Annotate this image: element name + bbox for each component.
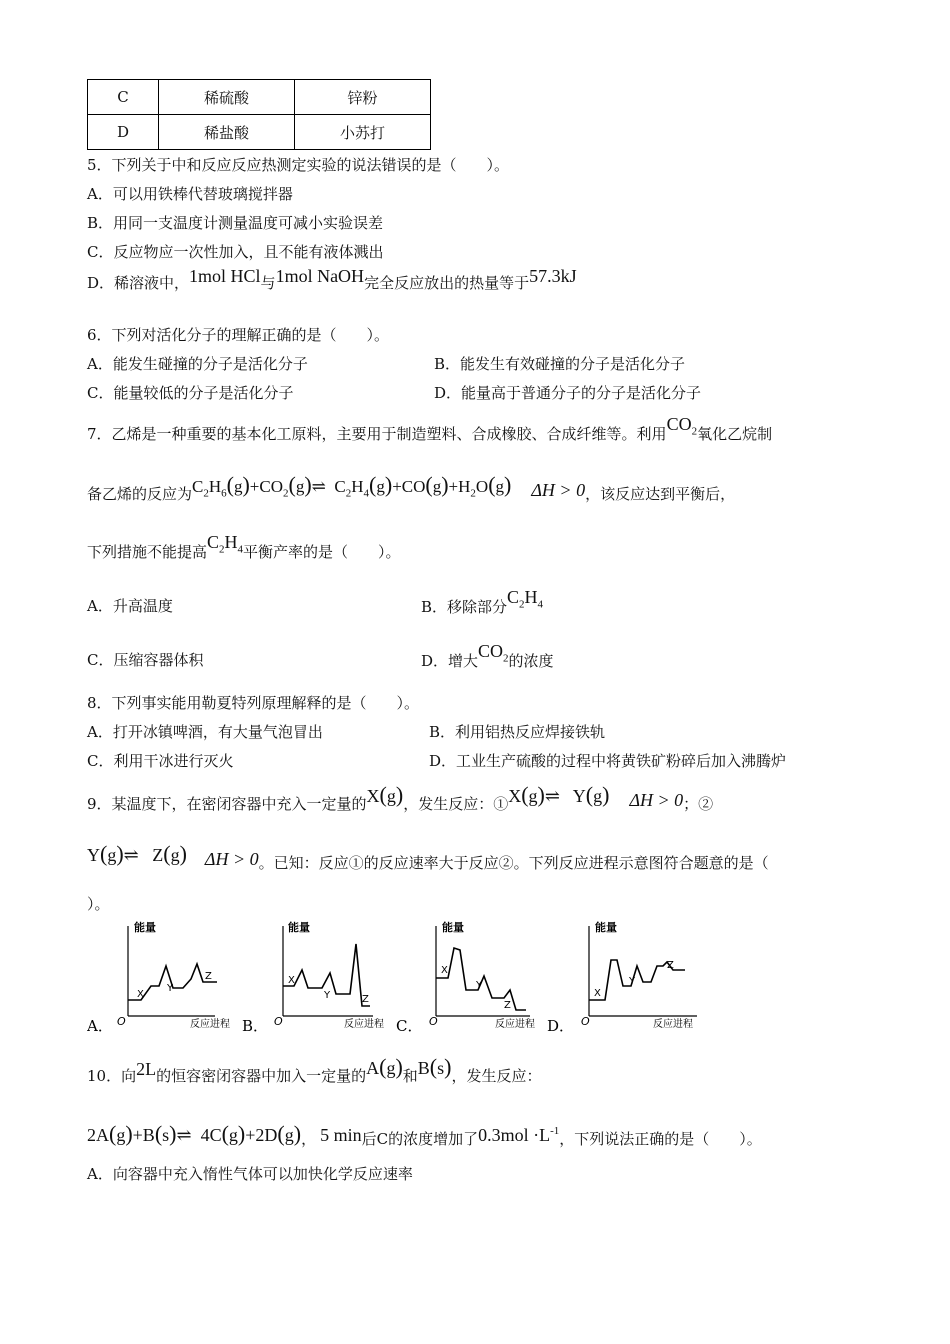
q5-option-c: C．反应物应一次性加入，且不能有液体溅出 bbox=[87, 243, 384, 261]
q10-stem-line2 bbox=[87, 1121, 762, 1149]
option-label: A． bbox=[87, 1017, 113, 1034]
delta-h: ΔH > 0 bbox=[204, 849, 259, 869]
y-axis-label: 能量 bbox=[134, 921, 156, 934]
table-cell: 稀硫酸 bbox=[159, 80, 295, 115]
q6-option-d: D．能量高于普通分子的分子是活化分子 bbox=[434, 384, 702, 402]
q7-option-d bbox=[421, 641, 554, 678]
delta-h: ΔH > 0 bbox=[531, 480, 586, 500]
reagent-table bbox=[87, 79, 431, 150]
table-cell: 稀盐酸 bbox=[159, 115, 295, 150]
q6-stem: 6．下列对活化分子的理解正确的是（ ）。 bbox=[87, 326, 390, 344]
x-axis-label: 反应进程 bbox=[653, 1019, 693, 1030]
q7-text: 备乙烯的反应为 bbox=[87, 485, 193, 503]
y-label: Y bbox=[629, 976, 636, 987]
reaction-equation: 2A(g)+B(s)⇌ 4C(g)+2D(g) bbox=[87, 1121, 302, 1146]
q7-option-b bbox=[421, 587, 544, 624]
time: 5 min bbox=[320, 1125, 362, 1145]
q7-text: ，该反应达到平衡后， bbox=[585, 485, 736, 503]
q9-text: 9．某温度下，在密闭容器中充入一定量的 bbox=[87, 795, 367, 813]
y-label: Y bbox=[476, 980, 483, 991]
q10-text: ， bbox=[301, 1130, 317, 1148]
q6-option-a: A．能发生碰撞的分子是活化分子 bbox=[87, 355, 308, 373]
table-cell: C bbox=[88, 80, 159, 115]
q6-option-b: B．能发生有效碰撞的分子是活化分子 bbox=[434, 355, 686, 373]
z-label: Z bbox=[205, 971, 212, 982]
q8-option-a: A．打开冰镇啤酒，有大量气泡冒出 bbox=[87, 723, 323, 741]
q10-text: 的恒容密闭容器中加入一定量的 bbox=[156, 1067, 367, 1085]
q5-d-text: 完全反应放出的热量等于 bbox=[364, 274, 530, 292]
q10-text: 后C的浓度增加了 bbox=[361, 1130, 479, 1148]
x-label: X bbox=[137, 989, 144, 1000]
q5-d-text: D．稀溶液中， bbox=[87, 274, 190, 292]
q8-stem: 8．下列事实能用勒夏特列原理解释的是（ ）。 bbox=[87, 694, 420, 712]
origin-label: O bbox=[117, 1015, 126, 1028]
q9-text: ，发生反应：① bbox=[403, 795, 509, 813]
table-cell: D bbox=[88, 115, 159, 150]
q10-stem-line1 bbox=[87, 1054, 542, 1086]
q5-stem: 5．下列关于中和反应反应热测定实验的说法错误的是（ ）。 bbox=[87, 156, 510, 174]
energy-diagram-b bbox=[238, 918, 388, 1034]
volume: 2L bbox=[136, 1059, 157, 1079]
q5-d-text: 与 bbox=[260, 274, 276, 292]
origin-label: O bbox=[581, 1015, 590, 1028]
q7-text: D．增大 bbox=[421, 652, 479, 670]
x-gas: X(g) bbox=[366, 782, 404, 807]
table-cell: 小苏打 bbox=[295, 115, 431, 150]
x-axis-label: 反应进程 bbox=[190, 1019, 230, 1030]
q7-stem-line3 bbox=[87, 532, 401, 569]
q10-text: 10．向 bbox=[87, 1067, 137, 1085]
q8-option-b: B．利用铝热反应焊接铁轨 bbox=[429, 723, 606, 741]
q7-option-a: A．升高温度 bbox=[87, 597, 173, 615]
q5-d-math: 1mol HCl bbox=[189, 266, 261, 286]
c2h4-formula: $C_2H_4$ bbox=[507, 587, 544, 611]
q7-text: B．移除部分 bbox=[421, 598, 508, 616]
q7-text: 氧化乙烷制 bbox=[697, 425, 773, 443]
origin-label: O bbox=[429, 1015, 438, 1028]
q7-text: 7．乙烯是一种重要的基本化工原料，主要用于制造塑料、合成橡胶、合成纤维等。利用 bbox=[87, 425, 667, 443]
reaction-2: Y(g)⇌ Z(g) bbox=[87, 841, 187, 866]
q10-text: ，下列说法正确的是（ ）。 bbox=[559, 1130, 762, 1148]
z-label: Z bbox=[362, 994, 369, 1005]
table-cell: 锌粉 bbox=[295, 80, 431, 115]
option-label: D． bbox=[547, 1017, 575, 1034]
delta-h: ΔH > 0 bbox=[629, 790, 684, 810]
q9-stem-line3: ）。 bbox=[87, 895, 110, 913]
q6-option-c: C．能量较低的分子是活化分子 bbox=[87, 384, 294, 402]
c2h4-formula: $C_2H_4$ bbox=[207, 532, 244, 556]
q8-option-c: C．利用干冰进行灭火 bbox=[87, 752, 234, 770]
q5-option-a: A．可以用铁棒代替玻璃搅拌器 bbox=[87, 185, 293, 203]
x-axis-label: 反应进程 bbox=[495, 1019, 535, 1030]
q5-d-math: 1mol NaOH bbox=[275, 266, 365, 286]
y-axis-label: 能量 bbox=[288, 921, 310, 934]
z-label: Z bbox=[667, 960, 674, 971]
option-label: B． bbox=[242, 1017, 269, 1034]
co2-formula: $CO_2$ bbox=[666, 414, 698, 438]
co2-formula: $CO_2$ bbox=[478, 641, 509, 665]
b-solid: B(s) bbox=[417, 1054, 452, 1079]
q7-text: 下列措施不能提高 bbox=[87, 543, 208, 561]
q9-text: ；② bbox=[683, 795, 714, 813]
y-axis-label: 能量 bbox=[442, 921, 464, 934]
q5-option-b: B．用同一支温度计测量温度可减小实验误差 bbox=[87, 214, 384, 232]
energy-curve bbox=[436, 948, 526, 1010]
q5-option-d bbox=[87, 266, 577, 293]
table-row bbox=[88, 115, 431, 150]
z-label: Z bbox=[504, 1000, 511, 1011]
q7-text: 平衡产率的是（ ）。 bbox=[243, 543, 401, 561]
q7-stem-line2 bbox=[87, 472, 736, 510]
q7-option-c: C．压缩容器体积 bbox=[87, 651, 204, 669]
q5-d-math: 57.3kJ bbox=[529, 266, 577, 286]
a-gas: A(g) bbox=[366, 1054, 403, 1079]
x-label: X bbox=[441, 965, 448, 976]
x-label: X bbox=[594, 988, 601, 999]
table-row bbox=[88, 80, 431, 115]
q7-stem-line1 bbox=[87, 414, 773, 451]
q10-text: 和 bbox=[402, 1067, 418, 1085]
q10-option-a: A．向容器中充入惰性气体可以加快化学反应速率 bbox=[87, 1165, 413, 1183]
concentration bbox=[478, 1125, 559, 1145]
conc-exponent: -1 bbox=[550, 1125, 560, 1137]
x-axis-label: 反应进程 bbox=[344, 1019, 384, 1030]
reaction-equation: $C_2H_6(g)+CO_2(g)\rightleftharpoons$ $C_2H_4(g)+CO(g)+H_2O(g)$ bbox=[192, 472, 512, 500]
q8-option-d: D．工业生产硫酸的过程中将黄铁矿粉碎后加入沸腾炉 bbox=[429, 752, 787, 770]
q7-text: 的浓度 bbox=[508, 652, 554, 670]
option-label: C． bbox=[396, 1017, 423, 1034]
reaction-1: X(g)⇌ Y(g) bbox=[508, 782, 610, 807]
conc-value: 0.3mol ·L bbox=[478, 1125, 551, 1145]
energy-diagram-d bbox=[547, 918, 707, 1034]
q9-stem-line2 bbox=[87, 841, 769, 873]
q9-stem-line1 bbox=[87, 782, 714, 814]
y-label: Y bbox=[167, 983, 174, 994]
q10-text: ，发生反应： bbox=[451, 1067, 542, 1085]
energy-diagram-c bbox=[396, 918, 546, 1034]
y-axis-label: 能量 bbox=[595, 921, 617, 934]
x-label: X bbox=[288, 975, 295, 986]
origin-label: O bbox=[274, 1015, 283, 1028]
energy-diagram-a bbox=[87, 918, 232, 1034]
y-label: Y bbox=[324, 990, 331, 1001]
q9-text: 。已知：反应①的反应速率大于反应②。下列反应进程示意图符合题意的是（ bbox=[258, 854, 769, 872]
